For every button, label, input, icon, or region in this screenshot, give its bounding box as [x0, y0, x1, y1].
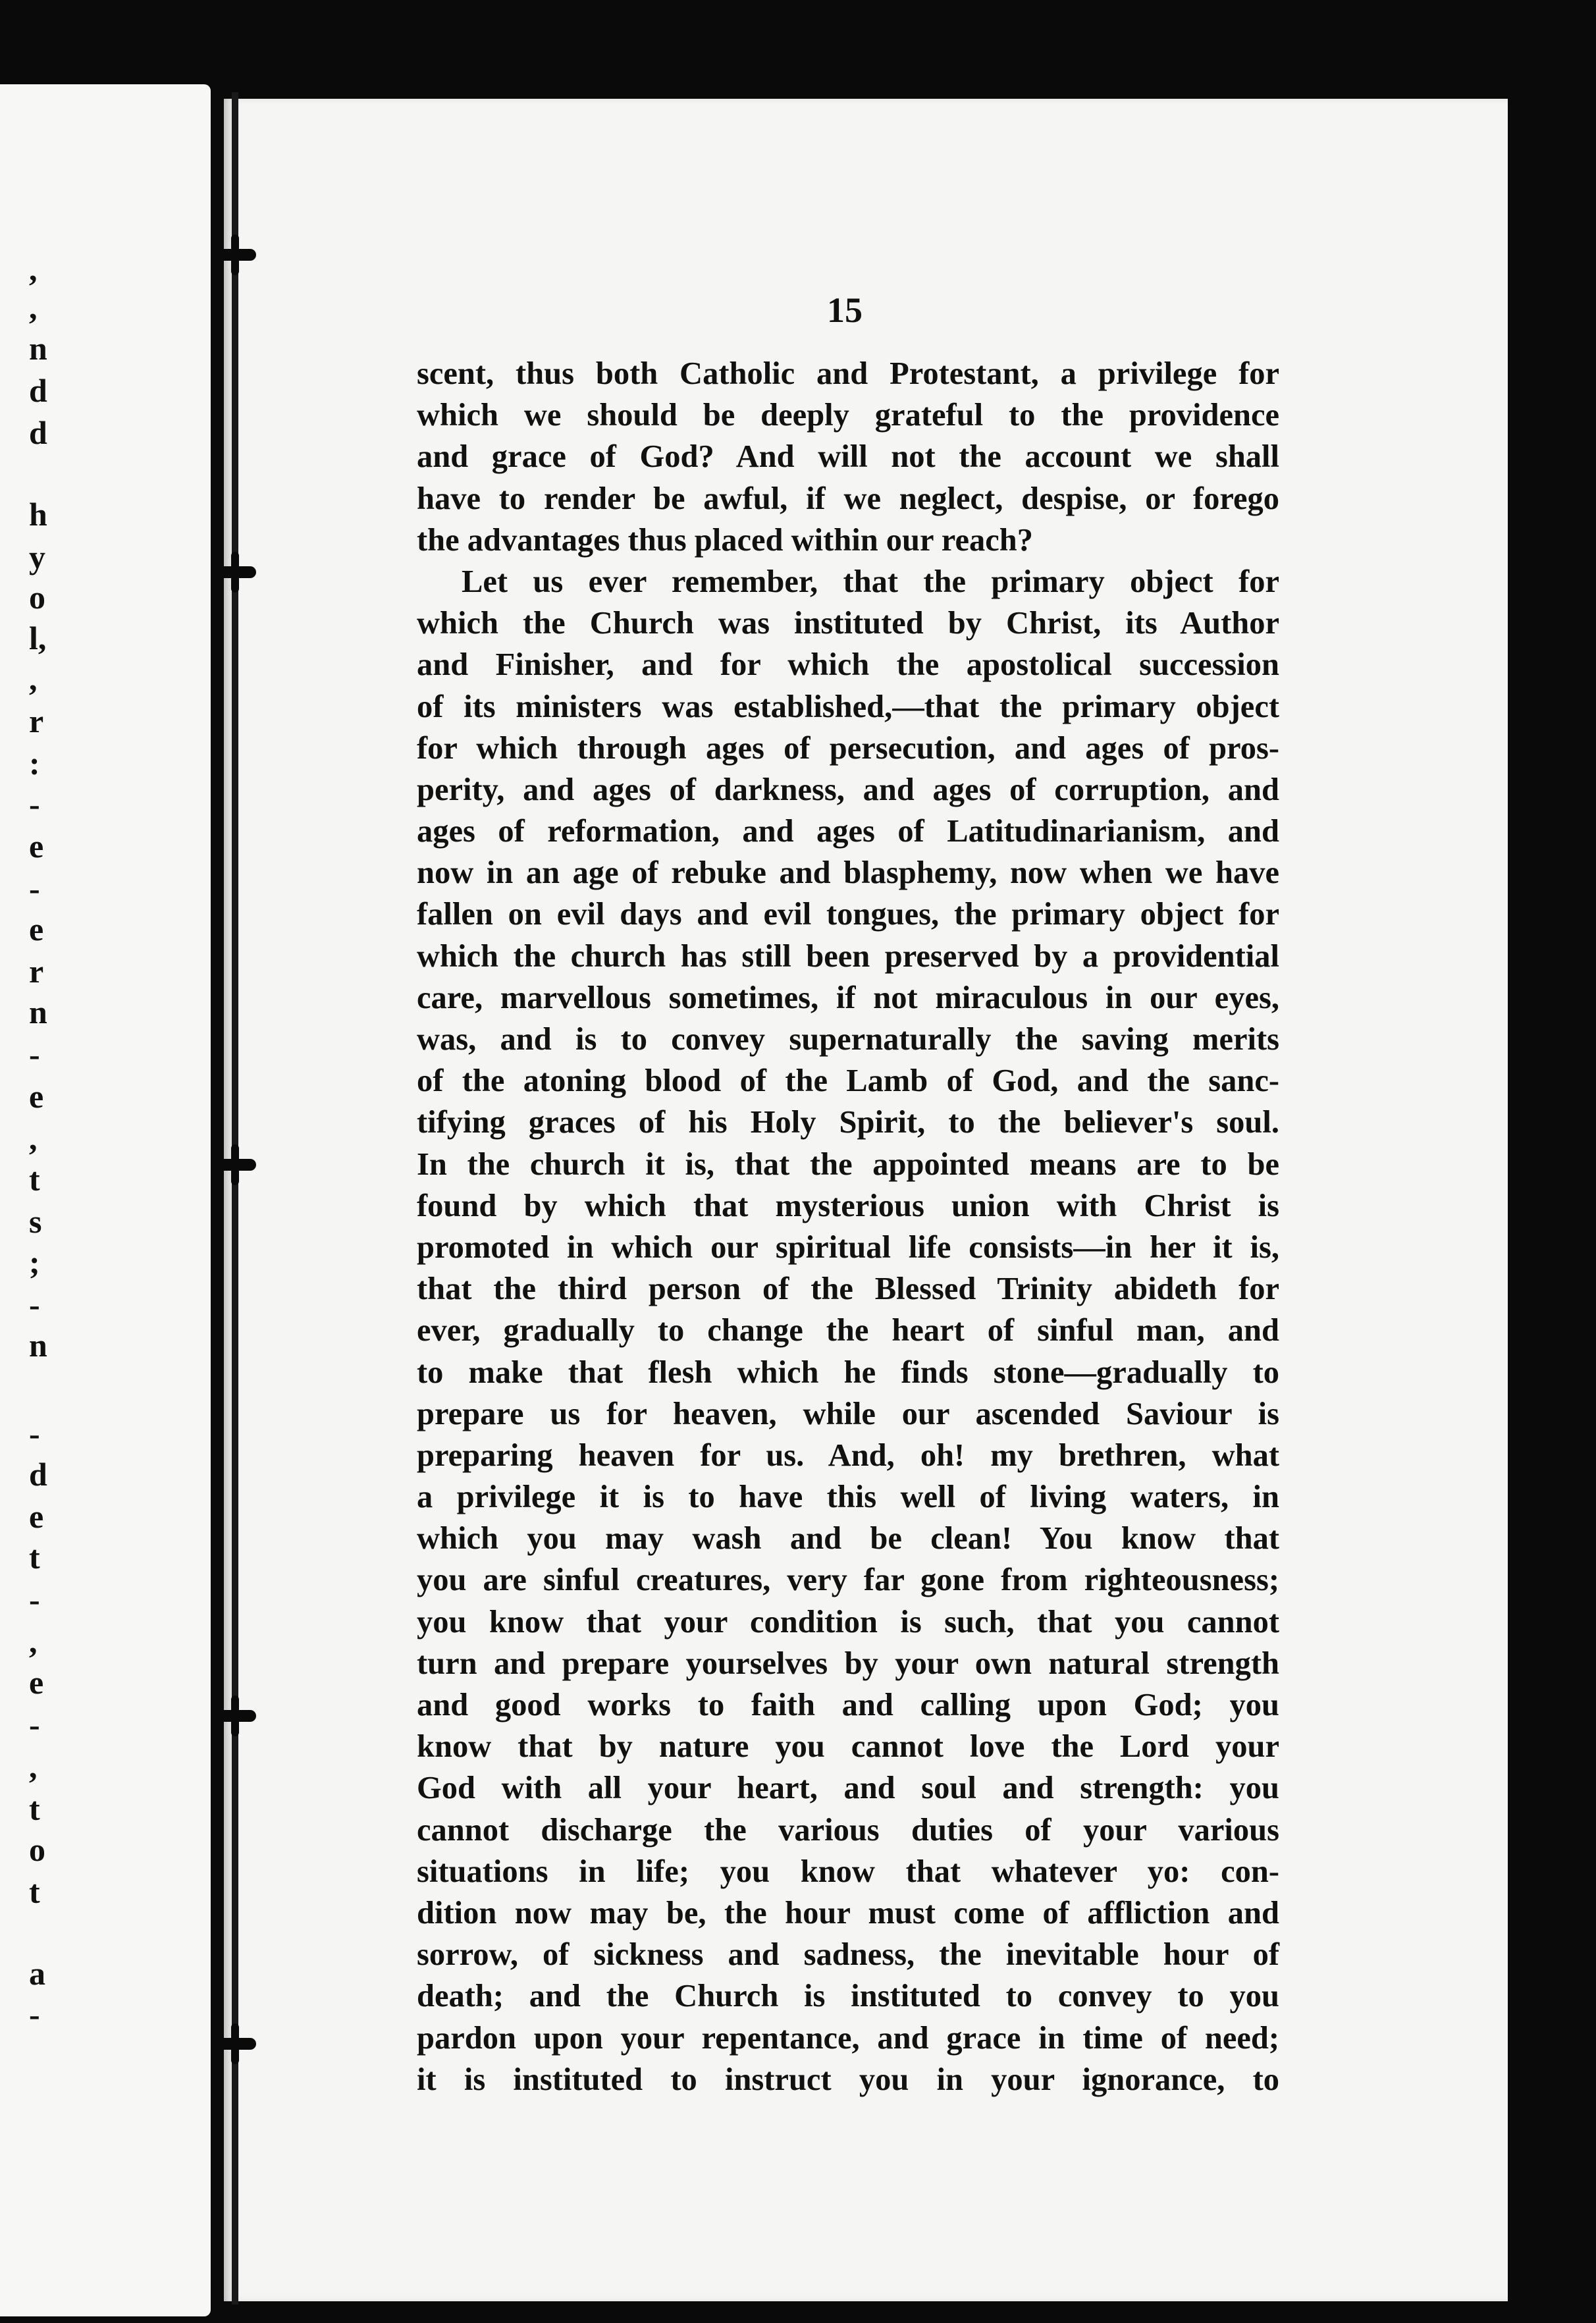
facing-page-char: d — [29, 414, 47, 451]
text-line: which you may wash and be clean! You know that — [417, 1521, 1279, 1557]
stitch-mark — [214, 566, 256, 578]
text-line: of the atoning blood of the Lamb of God, and the sanc- — [417, 1063, 1279, 1099]
text-line: sorrow, of sickness and sadness, the inevitable hour of — [417, 1937, 1279, 1973]
facing-page-char: - — [29, 1286, 40, 1323]
text-line: turn and prepare yourselves by your own natural strength — [417, 1645, 1279, 1681]
facing-page-char: , — [29, 1623, 38, 1660]
text-line: that the third person of the Blessed Trinity abideth for — [417, 1271, 1279, 1307]
facing-page-fragment — [0, 84, 211, 2316]
facing-page-char: t — [29, 1873, 40, 1910]
text-line: have to render be awful, if we neglect, despise, or forego — [417, 481, 1279, 516]
facing-page-char: - — [29, 1706, 40, 1743]
facing-page-char: , — [29, 1748, 38, 1785]
stitch-mark — [214, 2038, 256, 2050]
facing-page-char: e — [29, 828, 44, 865]
text-line: to make that flesh which he finds stone—gradually to — [417, 1354, 1279, 1390]
text-line: it is instituted to instruct you in your ignorance, to — [417, 2062, 1279, 2097]
text-line: cannot discharge the various duties of your various — [417, 1812, 1279, 1848]
page-number: 15 — [827, 290, 863, 330]
facing-page-char: e — [29, 1078, 44, 1115]
text-line: and grace of God? And will not the account we shall — [417, 439, 1279, 475]
text-line: prepare us for heaven, while our ascended Saviour is — [417, 1396, 1279, 1431]
facing-page-char: h — [29, 496, 47, 533]
text-line: now in an age of rebuke and blasphemy, now when we have — [417, 855, 1279, 891]
stitch-mark — [214, 1159, 256, 1171]
text-line: preparing heaven for us. And, oh! my brethren, what — [417, 1437, 1279, 1473]
facing-page-char: e — [29, 911, 44, 948]
facing-page-char: y — [29, 539, 45, 575]
facing-page-char: , — [29, 289, 38, 326]
facing-page-char: l, — [29, 620, 47, 656]
facing-page-char: n — [29, 330, 47, 367]
text-line: God with all your heart, and soul and strength: you — [417, 1771, 1279, 1806]
text-line: tifying graces of his Holy Spirit, to the believer's soul. — [417, 1105, 1279, 1140]
facing-page-char: - — [29, 1036, 40, 1073]
binding-spine — [232, 92, 238, 2305]
facing-page-line-endings — [0, 84, 211, 2316]
facing-page-char: o — [29, 1831, 45, 1868]
text-line: which the Church was instituted by Christ, its Author — [417, 606, 1279, 641]
facing-page-char: d — [29, 372, 47, 409]
facing-page-char: e — [29, 1664, 44, 1701]
text-line: for which through ages of persecution, and ages of pros- — [417, 730, 1279, 766]
facing-page-char: - — [29, 1415, 40, 1452]
facing-page-char: r — [29, 953, 44, 990]
text-line: promoted in which our spiritual life consists—in her it is, — [417, 1229, 1279, 1265]
facing-page-char: : — [29, 745, 40, 782]
text-line: death; and the Church is instituted to convey to you — [417, 1979, 1279, 2014]
text-line: ever, gradually to change the heart of sinful man, and — [417, 1313, 1279, 1348]
facing-page-char: , — [29, 1120, 38, 1157]
facing-page-char: t — [29, 1790, 40, 1827]
text-line: a privilege it is to have this well of living waters, in — [417, 1480, 1279, 1515]
text-line: you know that your condition is such, that you cannot — [417, 1604, 1279, 1640]
facing-page-char: - — [29, 786, 40, 822]
text-line: ages of reformation, and ages of Latitudinarianism, and — [417, 814, 1279, 849]
text-line: care, marvellous sometimes, if not miraculous in our eyes, — [417, 980, 1279, 1015]
text-line: scent, thus both Catholic and Protestant, a privilege for — [417, 356, 1279, 391]
facing-page-char: - — [29, 1996, 40, 2033]
facing-page-char: t — [29, 1539, 40, 1576]
facing-page-char: e — [29, 1498, 44, 1535]
text-line: and Finisher, and for which the apostolical succession — [417, 647, 1279, 683]
text-line: pardon upon your repentance, and grace in time of need; — [417, 2020, 1279, 2056]
facing-page-char: n — [29, 1327, 47, 1364]
text-line: which we should be deeply grateful to the providence — [417, 398, 1279, 433]
facing-page-char: , — [29, 251, 38, 288]
text-line: and good works to faith and calling upon God; you — [417, 1688, 1279, 1722]
facing-page-char: t — [29, 1161, 40, 1198]
text-line: Let us ever remember, that the primary object for — [462, 564, 1279, 599]
facing-page-char: - — [29, 870, 40, 907]
text-line: situations in life; you know that whatever yo: con- — [417, 1854, 1279, 1889]
text-line: of its ministers was established,—that the primary object — [417, 689, 1279, 724]
text-line: know that by nature you cannot love the Lord your — [417, 1729, 1279, 1765]
text-line: found by which that mysterious union with Christ is — [417, 1188, 1279, 1223]
text-line: fallen on evil days and evil tongues, the primary object for — [417, 897, 1279, 932]
text-line: was, and is to convey supernaturally the saving merits — [417, 1022, 1279, 1057]
text-line: you are sinful creatures, very far gone from righteousness; — [417, 1562, 1279, 1598]
text-line: which the church has still been preserved by a providential — [417, 938, 1279, 974]
facing-page-char: n — [29, 994, 47, 1030]
facing-page-char: a — [29, 1955, 45, 1992]
facing-page-char: , — [29, 660, 38, 697]
facing-page-char: s — [29, 1203, 42, 1240]
body-text — [417, 353, 1279, 2100]
facing-page-char: r — [29, 703, 44, 739]
facing-page-char: d — [29, 1456, 47, 1493]
text-line: perity, and ages of darkness, and ages of corruption, and — [417, 772, 1279, 807]
text-line: dition now may be, the hour must come of affliction and — [417, 1895, 1279, 1931]
stitch-mark — [214, 249, 256, 261]
text-line: In the church it is, that the appointed means are to be — [417, 1146, 1279, 1182]
stitch-mark — [214, 1710, 256, 1722]
facing-page-char: - — [29, 1581, 40, 1618]
facing-page-char: ; — [29, 1244, 40, 1281]
text-line: the advantages thus placed within our reach? — [417, 522, 1033, 558]
facing-page-char: o — [29, 579, 45, 616]
